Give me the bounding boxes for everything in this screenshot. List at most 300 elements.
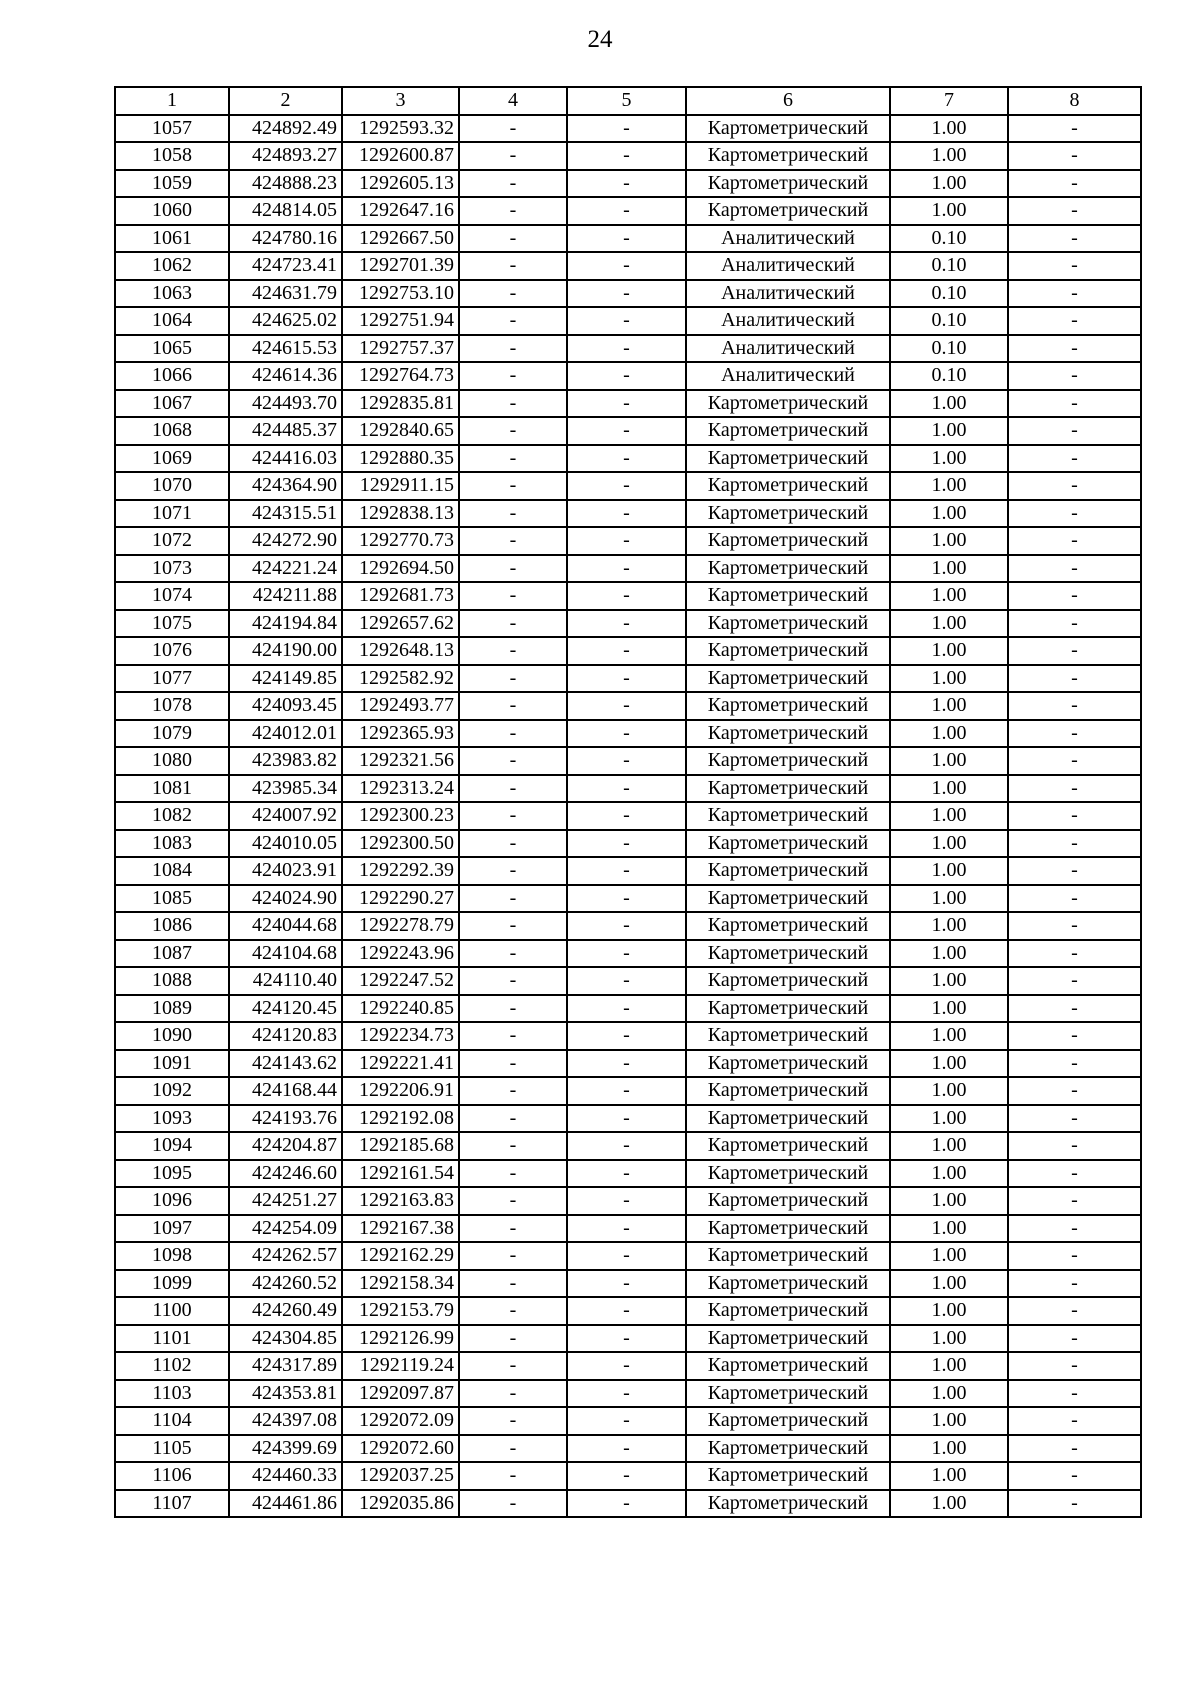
y-coordinate-cell: 1292648.13 [342,637,459,665]
table-row [115,1352,1141,1380]
col4-cell: - [459,307,567,335]
method-cell: Картометрический [686,1077,890,1105]
accuracy-cell: 1.00 [890,885,1008,913]
accuracy-cell: 0.10 [890,307,1008,335]
col5-cell: - [567,940,686,968]
col5-cell: - [567,857,686,885]
point-number-cell: 1073 [115,555,229,583]
col5-cell: - [567,1077,686,1105]
col4-cell: - [459,335,567,363]
point-number-cell: 1107 [115,1490,229,1518]
col8-cell: - [1008,1132,1141,1160]
accuracy-cell: 0.10 [890,252,1008,280]
col5-cell: - [567,775,686,803]
col8-cell: - [1008,1187,1141,1215]
col8-cell: - [1008,225,1141,253]
x-coordinate-cell: 424397.08 [229,1407,342,1435]
x-coordinate-cell: 424110.40 [229,967,342,995]
x-coordinate-cell: 424888.23 [229,170,342,198]
y-coordinate-cell: 1292764.73 [342,362,459,390]
method-cell: Картометрический [686,1132,890,1160]
y-coordinate-cell: 1292292.39 [342,857,459,885]
accuracy-cell: 1.00 [890,1215,1008,1243]
method-cell: Картометрический [686,1352,890,1380]
x-coordinate-cell: 424044.68 [229,912,342,940]
point-number-cell: 1083 [115,830,229,858]
x-coordinate-cell: 424251.27 [229,1187,342,1215]
y-coordinate-cell: 1292835.81 [342,390,459,418]
coordinates-table [114,86,1142,1518]
y-coordinate-cell: 1292667.50 [342,225,459,253]
y-coordinate-cell: 1292161.54 [342,1160,459,1188]
accuracy-cell: 1.00 [890,1270,1008,1298]
col4-cell: - [459,1407,567,1435]
col8-cell: - [1008,390,1141,418]
col4-cell: - [459,802,567,830]
col8-cell: - [1008,775,1141,803]
col8-cell: - [1008,940,1141,968]
x-coordinate-cell: 424317.89 [229,1352,342,1380]
y-coordinate-cell: 1292321.56 [342,747,459,775]
y-coordinate-cell: 1292757.37 [342,335,459,363]
header-cell: 2 [229,87,342,115]
accuracy-cell: 1.00 [890,1407,1008,1435]
col4-cell: - [459,940,567,968]
point-number-cell: 1062 [115,252,229,280]
col4-cell: - [459,362,567,390]
point-number-cell: 1060 [115,197,229,225]
accuracy-cell: 1.00 [890,1132,1008,1160]
header-cell: 7 [890,87,1008,115]
col8-cell: - [1008,555,1141,583]
col8-cell: - [1008,665,1141,693]
table-row [115,857,1141,885]
col4-cell: - [459,885,567,913]
col5-cell: - [567,170,686,198]
y-coordinate-cell: 1292221.41 [342,1050,459,1078]
method-cell: Картометрический [686,582,890,610]
accuracy-cell: 1.00 [890,142,1008,170]
table-header [115,87,1141,115]
accuracy-cell: 1.00 [890,940,1008,968]
col5-cell: - [567,1022,686,1050]
y-coordinate-cell: 1292880.35 [342,445,459,473]
accuracy-cell: 1.00 [890,1352,1008,1380]
table-row [115,225,1141,253]
method-cell: Картометрический [686,940,890,968]
table-row [115,445,1141,473]
table-row [115,665,1141,693]
method-cell: Картометрический [686,1160,890,1188]
accuracy-cell: 1.00 [890,1077,1008,1105]
method-cell: Аналитический [686,252,890,280]
accuracy-cell: 1.00 [890,637,1008,665]
col4-cell: - [459,747,567,775]
method-cell: Картометрический [686,1435,890,1463]
point-number-cell: 1096 [115,1187,229,1215]
y-coordinate-cell: 1292119.24 [342,1352,459,1380]
table-row [115,307,1141,335]
point-number-cell: 1065 [115,335,229,363]
point-number-cell: 1076 [115,637,229,665]
accuracy-cell: 1.00 [890,802,1008,830]
col5-cell: - [567,967,686,995]
accuracy-cell: 1.00 [890,1050,1008,1078]
accuracy-cell: 1.00 [890,1105,1008,1133]
x-coordinate-cell: 424399.69 [229,1435,342,1463]
method-cell: Картометрический [686,995,890,1023]
method-cell: Картометрический [686,720,890,748]
table-row [115,1022,1141,1050]
x-coordinate-cell: 424631.79 [229,280,342,308]
table-row [115,582,1141,610]
header-cell: 3 [342,87,459,115]
accuracy-cell: 1.00 [890,830,1008,858]
col4-cell: - [459,775,567,803]
y-coordinate-cell: 1292097.87 [342,1380,459,1408]
y-coordinate-cell: 1292365.93 [342,720,459,748]
table-row [115,1105,1141,1133]
accuracy-cell: 1.00 [890,665,1008,693]
x-coordinate-cell: 424814.05 [229,197,342,225]
col4-cell: - [459,1077,567,1105]
table-row [115,1160,1141,1188]
header-cell: 8 [1008,87,1141,115]
y-coordinate-cell: 1292300.50 [342,830,459,858]
x-coordinate-cell: 424211.88 [229,582,342,610]
y-coordinate-cell: 1292243.96 [342,940,459,968]
point-number-cell: 1082 [115,802,229,830]
x-coordinate-cell: 424416.03 [229,445,342,473]
col4-cell: - [459,665,567,693]
accuracy-cell: 1.00 [890,692,1008,720]
col4-cell: - [459,1490,567,1518]
x-coordinate-cell: 424272.90 [229,527,342,555]
accuracy-cell: 1.00 [890,555,1008,583]
y-coordinate-cell: 1292657.62 [342,610,459,638]
y-coordinate-cell: 1292694.50 [342,555,459,583]
y-coordinate-cell: 1292163.83 [342,1187,459,1215]
x-coordinate-cell: 424304.85 [229,1325,342,1353]
accuracy-cell: 1.00 [890,775,1008,803]
col8-cell: - [1008,1407,1141,1435]
col4-cell: - [459,610,567,638]
point-number-cell: 1105 [115,1435,229,1463]
col8-cell: - [1008,115,1141,143]
x-coordinate-cell: 424168.44 [229,1077,342,1105]
col4-cell: - [459,967,567,995]
col5-cell: - [567,390,686,418]
col8-cell: - [1008,857,1141,885]
table-row [115,1242,1141,1270]
col5-cell: - [567,747,686,775]
x-coordinate-cell: 424143.62 [229,1050,342,1078]
table-row [115,527,1141,555]
col4-cell: - [459,1160,567,1188]
accuracy-cell: 1.00 [890,720,1008,748]
method-cell: Картометрический [686,692,890,720]
y-coordinate-cell: 1292234.73 [342,1022,459,1050]
col4-cell: - [459,142,567,170]
y-coordinate-cell: 1292701.39 [342,252,459,280]
x-coordinate-cell: 424353.81 [229,1380,342,1408]
x-coordinate-cell: 424010.05 [229,830,342,858]
y-coordinate-cell: 1292605.13 [342,170,459,198]
method-cell: Картометрический [686,802,890,830]
y-coordinate-cell: 1292072.60 [342,1435,459,1463]
x-coordinate-cell: 424485.37 [229,417,342,445]
point-number-cell: 1093 [115,1105,229,1133]
col4-cell: - [459,197,567,225]
method-cell: Картометрический [686,830,890,858]
table-row [115,1490,1141,1518]
point-number-cell: 1095 [115,1160,229,1188]
accuracy-cell: 1.00 [890,995,1008,1023]
x-coordinate-cell: 424120.83 [229,1022,342,1050]
point-number-cell: 1099 [115,1270,229,1298]
col5-cell: - [567,555,686,583]
x-coordinate-cell: 424315.51 [229,500,342,528]
col8-cell: - [1008,610,1141,638]
method-cell: Картометрический [686,1380,890,1408]
method-cell: Картометрический [686,1215,890,1243]
y-coordinate-cell: 1292770.73 [342,527,459,555]
table-row [115,472,1141,500]
header-cell: 4 [459,87,567,115]
col8-cell: - [1008,1352,1141,1380]
point-number-cell: 1067 [115,390,229,418]
x-coordinate-cell: 424625.02 [229,307,342,335]
method-cell: Аналитический [686,335,890,363]
table-row [115,1270,1141,1298]
col8-cell: - [1008,1022,1141,1050]
method-cell: Картометрический [686,1490,890,1518]
point-number-cell: 1085 [115,885,229,913]
table-row [115,940,1141,968]
col4-cell: - [459,1132,567,1160]
method-cell: Картометрический [686,445,890,473]
x-coordinate-cell: 424892.49 [229,115,342,143]
col8-cell: - [1008,170,1141,198]
x-coordinate-cell: 424254.09 [229,1215,342,1243]
method-cell: Аналитический [686,280,890,308]
header-row [115,87,1141,115]
col4-cell: - [459,995,567,1023]
x-coordinate-cell: 424780.16 [229,225,342,253]
col5-cell: - [567,720,686,748]
accuracy-cell: 1.00 [890,197,1008,225]
col8-cell: - [1008,527,1141,555]
accuracy-cell: 1.00 [890,390,1008,418]
col4-cell: - [459,472,567,500]
method-cell: Картометрический [686,197,890,225]
method-cell: Аналитический [686,225,890,253]
col4-cell: - [459,1380,567,1408]
method-cell: Аналитический [686,362,890,390]
table-row [115,885,1141,913]
point-number-cell: 1080 [115,747,229,775]
col5-cell: - [567,885,686,913]
point-number-cell: 1092 [115,1077,229,1105]
col8-cell: - [1008,1297,1141,1325]
col5-cell: - [567,280,686,308]
method-cell: Картометрический [686,1242,890,1270]
table-row [115,362,1141,390]
col8-cell: - [1008,445,1141,473]
method-cell: Картометрический [686,1022,890,1050]
y-coordinate-cell: 1292192.08 [342,1105,459,1133]
col4-cell: - [459,225,567,253]
col8-cell: - [1008,1380,1141,1408]
col5-cell: - [567,995,686,1023]
col8-cell: - [1008,335,1141,363]
accuracy-cell: 1.00 [890,500,1008,528]
point-number-cell: 1094 [115,1132,229,1160]
x-coordinate-cell: 424204.87 [229,1132,342,1160]
table-row [115,142,1141,170]
col8-cell: - [1008,802,1141,830]
y-coordinate-cell: 1292681.73 [342,582,459,610]
col5-cell: - [567,1380,686,1408]
accuracy-cell: 1.00 [890,1242,1008,1270]
method-cell: Картометрический [686,637,890,665]
y-coordinate-cell: 1292753.10 [342,280,459,308]
x-coordinate-cell: 424024.90 [229,885,342,913]
col4-cell: - [459,1022,567,1050]
col8-cell: - [1008,830,1141,858]
method-cell: Картометрический [686,747,890,775]
point-number-cell: 1061 [115,225,229,253]
method-cell: Картометрический [686,665,890,693]
method-cell: Картометрический [686,170,890,198]
table-row [115,912,1141,940]
col8-cell: - [1008,885,1141,913]
col8-cell: - [1008,582,1141,610]
table-body [115,115,1141,1518]
header-cell: 5 [567,87,686,115]
table-row [115,995,1141,1023]
point-number-cell: 1069 [115,445,229,473]
x-coordinate-cell: 424007.92 [229,802,342,830]
point-number-cell: 1066 [115,362,229,390]
x-coordinate-cell: 423985.34 [229,775,342,803]
y-coordinate-cell: 1292300.23 [342,802,459,830]
table-row [115,1407,1141,1435]
col5-cell: - [567,1160,686,1188]
y-coordinate-cell: 1292126.99 [342,1325,459,1353]
page-number: 24 [587,26,613,53]
accuracy-cell: 1.00 [890,115,1008,143]
header-cell: 1 [115,87,229,115]
table-row [115,115,1141,143]
col5-cell: - [567,1215,686,1243]
table-row [115,555,1141,583]
col8-cell: - [1008,912,1141,940]
point-number-cell: 1068 [115,417,229,445]
accuracy-cell: 0.10 [890,225,1008,253]
col5-cell: - [567,1270,686,1298]
x-coordinate-cell: 424193.76 [229,1105,342,1133]
method-cell: Аналитический [686,307,890,335]
col8-cell: - [1008,1325,1141,1353]
accuracy-cell: 1.00 [890,582,1008,610]
accuracy-cell: 1.00 [890,1490,1008,1518]
accuracy-cell: 1.00 [890,170,1008,198]
col8-cell: - [1008,472,1141,500]
table-row [115,1132,1141,1160]
x-coordinate-cell: 424893.27 [229,142,342,170]
y-coordinate-cell: 1292158.34 [342,1270,459,1298]
col5-cell: - [567,362,686,390]
col4-cell: - [459,1187,567,1215]
col5-cell: - [567,692,686,720]
col4-cell: - [459,1050,567,1078]
col5-cell: - [567,197,686,225]
x-coordinate-cell: 424194.84 [229,610,342,638]
col5-cell: - [567,1297,686,1325]
method-cell: Картометрический [686,1270,890,1298]
y-coordinate-cell: 1292240.85 [342,995,459,1023]
y-coordinate-cell: 1292751.94 [342,307,459,335]
method-cell: Картометрический [686,1187,890,1215]
table-row [115,1187,1141,1215]
y-coordinate-cell: 1292162.29 [342,1242,459,1270]
col4-cell: - [459,582,567,610]
accuracy-cell: 1.00 [890,417,1008,445]
accuracy-cell: 1.00 [890,1022,1008,1050]
col4-cell: - [459,252,567,280]
accuracy-cell: 1.00 [890,472,1008,500]
table-row [115,1380,1141,1408]
point-number-cell: 1058 [115,142,229,170]
table-row [115,1462,1141,1490]
method-cell: Картометрический [686,390,890,418]
method-cell: Картометрический [686,1105,890,1133]
col4-cell: - [459,720,567,748]
col5-cell: - [567,1132,686,1160]
point-number-cell: 1072 [115,527,229,555]
x-coordinate-cell: 424262.57 [229,1242,342,1270]
x-coordinate-cell: 424023.91 [229,857,342,885]
method-cell: Картометрический [686,912,890,940]
point-number-cell: 1078 [115,692,229,720]
col5-cell: - [567,500,686,528]
col8-cell: - [1008,1270,1141,1298]
col4-cell: - [459,1215,567,1243]
x-coordinate-cell: 424221.24 [229,555,342,583]
col8-cell: - [1008,252,1141,280]
y-coordinate-cell: 1292206.91 [342,1077,459,1105]
col5-cell: - [567,665,686,693]
accuracy-cell: 0.10 [890,335,1008,363]
accuracy-cell: 1.00 [890,527,1008,555]
col4-cell: - [459,1105,567,1133]
col4-cell: - [459,830,567,858]
col4-cell: - [459,170,567,198]
point-number-cell: 1077 [115,665,229,693]
x-coordinate-cell: 423983.82 [229,747,342,775]
col4-cell: - [459,1270,567,1298]
point-number-cell: 1098 [115,1242,229,1270]
accuracy-cell: 1.00 [890,747,1008,775]
x-coordinate-cell: 424364.90 [229,472,342,500]
y-coordinate-cell: 1292167.38 [342,1215,459,1243]
col5-cell: - [567,142,686,170]
x-coordinate-cell: 424012.01 [229,720,342,748]
col4-cell: - [459,1352,567,1380]
point-number-cell: 1100 [115,1297,229,1325]
col8-cell: - [1008,747,1141,775]
